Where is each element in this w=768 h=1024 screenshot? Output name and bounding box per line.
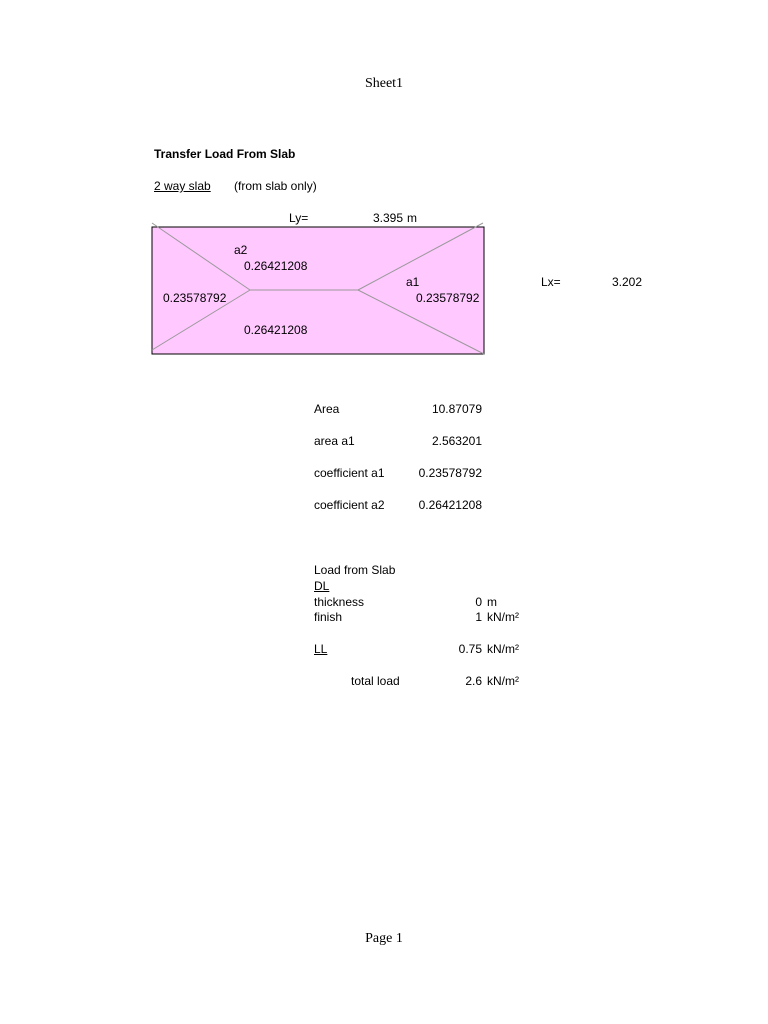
- coefficient-a2-label: coefficient a2: [314, 498, 385, 512]
- slab-type-note: (from slab only): [234, 179, 317, 193]
- finish-value: 1: [475, 610, 482, 624]
- slab-type-label: 2 way slab: [154, 179, 211, 193]
- thickness-value: 0: [475, 595, 482, 609]
- top-coefficient: 0.26421208: [244, 259, 308, 273]
- right-coefficient: 0.23578792: [416, 291, 480, 305]
- finish-label: finish: [314, 610, 343, 624]
- area-label: Area: [314, 402, 340, 416]
- ll-label: LL: [314, 642, 328, 656]
- total-load-value: 2.6: [465, 674, 482, 688]
- coefficient-a2-value: 0.26421208: [418, 498, 482, 512]
- page-header: Sheet1: [364, 76, 404, 91]
- ly-value: 3.395: [372, 211, 403, 225]
- total-load-label: total load: [351, 674, 400, 688]
- ll-value: 0.75: [458, 642, 482, 656]
- total-load-unit: kN/m²: [487, 674, 519, 688]
- area-a2-label: a2: [234, 243, 248, 257]
- lx-label: Lx=: [541, 275, 561, 289]
- finish-unit: kN/m²: [487, 610, 519, 624]
- ly-unit: m: [407, 211, 417, 225]
- area-a1-value: 2.563201: [431, 434, 482, 448]
- thickness-unit: m: [487, 595, 497, 609]
- coefficient-a1-label: coefficient a1: [314, 466, 385, 480]
- area-value: 10.87079: [431, 402, 482, 416]
- ll-unit: kN/m²: [487, 642, 519, 656]
- area-a1-result-label: area a1: [314, 434, 355, 448]
- document-title: Transfer Load From Slab: [154, 147, 296, 161]
- bottom-coefficient: 0.26421208: [244, 323, 308, 337]
- left-coefficient: 0.23578792: [163, 291, 227, 305]
- thickness-label: thickness: [314, 595, 365, 609]
- coefficient-a1-value: 0.23578792: [418, 466, 482, 480]
- lx-value: 3.202: [611, 275, 642, 289]
- page-footer: Page 1: [365, 931, 403, 946]
- ly-label: Ly=: [289, 211, 309, 225]
- load-heading: Load from Slab: [314, 563, 396, 577]
- area-a1-label: a1: [406, 275, 420, 289]
- dl-label: DL: [314, 579, 330, 593]
